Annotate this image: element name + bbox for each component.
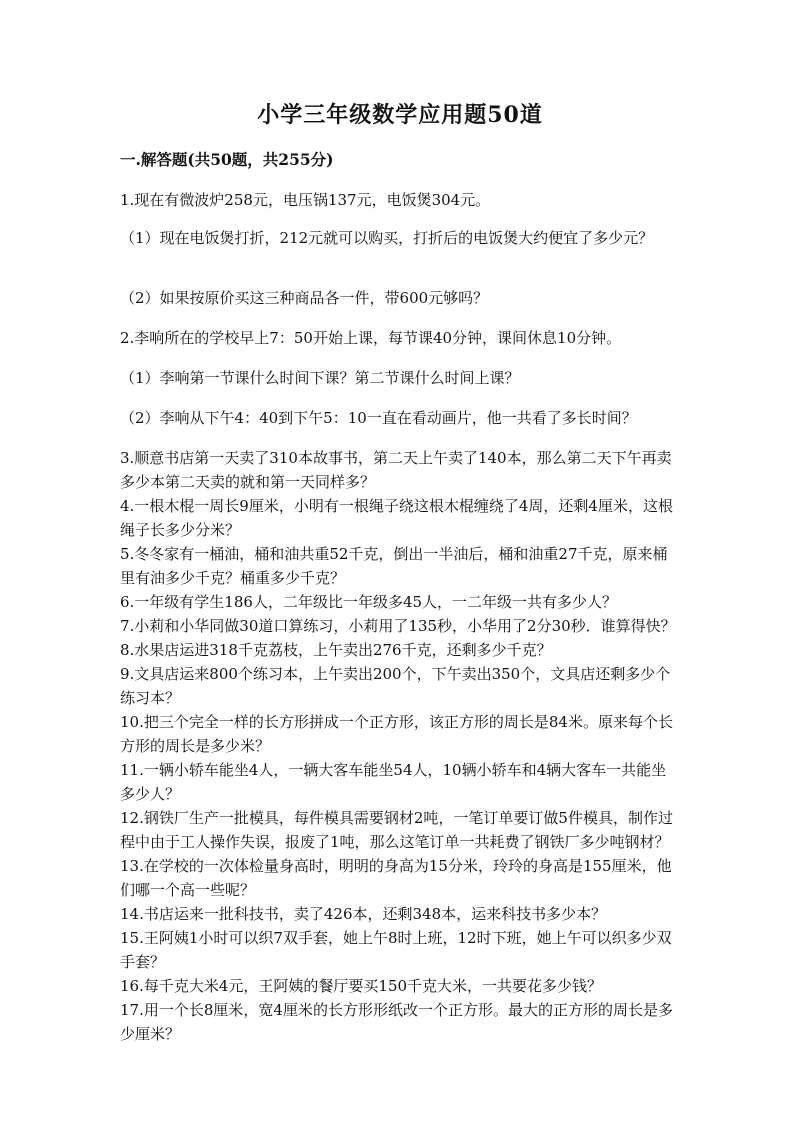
question-text: 9.文具店运来800个练习本，上午卖出200个，下午卖出350个，文具店还剩多少个练习本？	[120, 665, 671, 707]
question-text: 8.水果店运进318千克荔枝，上午卖出276千克，还剩多少千克？	[120, 641, 552, 659]
question-text: 4.一根木棍一周长9厘米，小明有一根绳子绕这根木棍缠绕了4周，还剩4厘米，这根绳子长多少分米？	[120, 497, 673, 539]
page-title: 小学三年级数学应用题50道	[257, 102, 543, 128]
question-text: 10.把三个完全一样的长方形拼成一个正方形，该正方形的周长是84米。原来每个长方形的周长是多少米？	[120, 713, 673, 755]
question-text: 17.用一个长8厘米，宽4厘米的长方形形纸改一个正方形。最大的正方形的周长是多少厘米？	[120, 1001, 673, 1043]
question-text: 16.每千克大米4元，王阿姨的餐厅要买150千克大米，一共要花多少钱？	[120, 977, 603, 995]
question-list	[120, 446, 680, 1046]
question-text: 3.顺意书店第一天卖了310本故事书，第二天上午卖了140本，那么第二天下午再卖多少本第二天卖的就和第一天同样多？	[120, 449, 672, 491]
sub-question-text: （1）李响第一节课什么时间下课？第二节课什么时间上课？	[120, 369, 520, 387]
question-text: 2.李响所在的学校早上7：50开始上课，每节课40分钟，课间休息10分钟。	[120, 329, 622, 347]
question-2-part-1	[120, 366, 680, 390]
question-text: 12.钢铁厂生产一批模具，每件模具需要钢材2吨，一笔订单要订做5件模具，制作过程中由于工人操作失误，报废了1吨，那么这笔订单一共耗费了钢铁厂多少吨钢材？	[120, 809, 673, 851]
question-text: 6.一年级有学生186人，二年级比一年级多45人，一二年级一共有多少人？	[120, 593, 618, 611]
question-text: 14.书店运来一批科技书，卖了426本，还剩348本，运来科技书多少本？	[120, 905, 607, 923]
question-text: 11.一辆小轿车能坐4人，一辆大客车能坐54人，10辆小轿车和4辆大客车一共能坐多少人？	[120, 761, 667, 803]
question-1-part-2	[120, 286, 680, 310]
question-text: 7.小莉和小华同做30道口算练习，小莉用了135秒，小华用了2分30秒．谁算得快？	[120, 617, 676, 635]
question-text: 5.冬冬家有一桶油，桶和油共重52千克，倒出一半油后，桶和油重27千克，原来桶里有油多少千克？桶重多少千克？	[120, 545, 668, 587]
sub-question-text: （1）现在电饭煲打折，212元就可以购买，打折后的电饭煲大约便宜了多少元？	[120, 229, 654, 247]
question-text: 15.王阿姨1小时可以织7双手套，她上午8时上班，12时下班，她上午可以织多少双手套？	[120, 929, 672, 971]
question-text: 13.在学校的一次体检量身高时，明明的身高为15分米，玲玲的身高是155厘米，他们哪一个高一些呢？	[120, 857, 672, 899]
sub-question-text: （2）李响从下午4：40到下午5：10一直在看动画片，他一共看了多长时间？	[120, 409, 637, 427]
sub-question-text: （2）如果按原价买这三种商品各一件，带600元够吗？	[120, 289, 489, 307]
question-text: 1.现在有微波炉258元，电压锅137元，电饭煲304元。	[120, 191, 491, 209]
question-2-part-2	[120, 406, 680, 430]
question-1	[120, 188, 680, 212]
question-1-part-1	[120, 226, 680, 250]
question-2	[120, 326, 680, 350]
section-header: 一.解答题(共50题，共255分)	[120, 150, 334, 169]
